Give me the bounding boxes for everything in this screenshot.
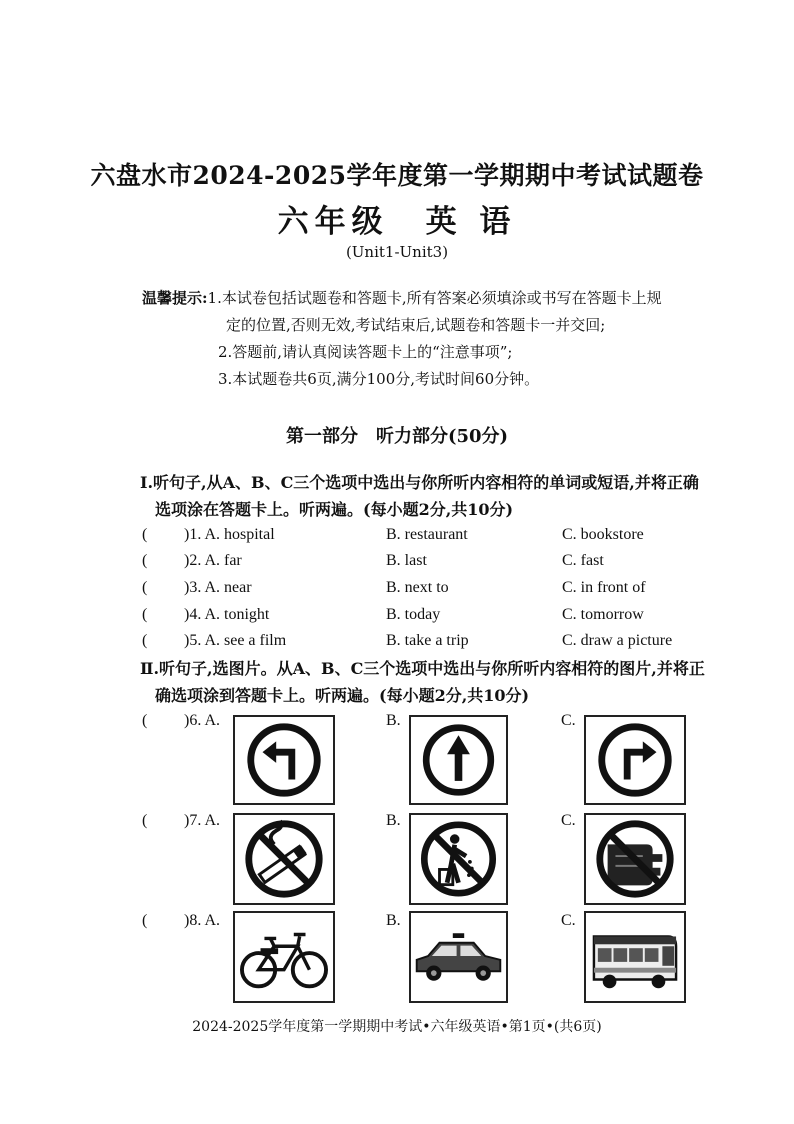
tip-line-2: 2.答题前,请认真阅读答题卡上的“注意事项”; [218, 343, 513, 361]
option-c-label: C. [561, 712, 576, 729]
option-c: C. draw a picture [562, 632, 673, 649]
section-1-line-1: Ⅰ.听句子,从A、B、C三个选项中选出与你所听内容相符的单词或短语,并将正确 [140, 473, 699, 492]
answer-paren[interactable]: ( [142, 912, 148, 929]
answer-paren[interactable]: ( [142, 526, 148, 543]
option-a: )4. A. tonight [184, 606, 270, 623]
option-c-label: C. [561, 912, 576, 929]
question-row [142, 632, 762, 656]
question-row [142, 606, 762, 630]
option-b-label: B. [386, 912, 401, 929]
tip-line-1b: 定的位置,否则无效,考试结束后,试题卷和答题卡一并交回; [226, 316, 606, 334]
option-b-label: B. [386, 812, 401, 829]
answer-paren[interactable]: ( [142, 606, 148, 623]
question-row [142, 526, 762, 550]
section-2-instructions [140, 655, 750, 709]
section-2-line-2: 确选项涂到答题卡上。听两遍。(每小题2分,共10分) [155, 686, 530, 705]
option-c: C. bookstore [562, 526, 644, 543]
bus-picture[interactable] [584, 911, 686, 1003]
option-a: )2. A. far [184, 552, 242, 569]
option-c: C. fast [562, 552, 604, 569]
no-littering-sign-icon[interactable] [409, 813, 508, 905]
section-2-line-1: Ⅱ.听句子,选图片。从A、B、C三个选项中选出与你所听内容相符的图片,并将正 [140, 659, 705, 678]
exam-units: (Unit1-Unit3) [345, 243, 449, 261]
option-c-label: C. [561, 812, 576, 829]
tips-label: 温馨提示: [142, 289, 208, 307]
tip-line-1: 1.本试卷包括试题卷和答题卡,所有答案必须填涂或书写在答题卡上规 [207, 289, 662, 307]
taxi-picture[interactable] [409, 911, 508, 1003]
option-a-label: )6. A. [184, 712, 220, 729]
section-1-instructions [140, 469, 750, 523]
turn-left-sign-icon[interactable] [233, 715, 335, 805]
question-row [142, 552, 762, 576]
option-a-label: )7. A. [184, 812, 220, 829]
answer-paren[interactable]: ( [142, 579, 148, 596]
exam-subtitle: 六年级 英 语 [277, 204, 517, 240]
option-b: B. last [386, 552, 427, 569]
option-b: B. today [386, 606, 441, 623]
bicycle-picture[interactable] [233, 911, 335, 1003]
option-a: )3. A. near [184, 579, 252, 596]
option-b-label: B. [386, 712, 401, 729]
answer-paren[interactable]: ( [142, 812, 148, 829]
option-a-label: )8. A. [184, 912, 220, 929]
section-1-line-2: 选项涂在答题卡上。听两遍。(每小题2分,共10分) [155, 500, 514, 519]
option-a: )1. A. hospital [184, 526, 275, 543]
no-smoking-sign-icon[interactable] [233, 813, 335, 905]
answer-paren[interactable]: ( [142, 552, 148, 569]
tip-line-3: 3.本试题卷共6页,满分100分,考试时间60分钟。 [218, 370, 540, 388]
page-footer: 2024-2025学年度第一学期期中考试•六年级英语•第1页•(共6页) [192, 1019, 602, 1035]
part-one-title: 第一部分 听力部分(50分) [285, 426, 509, 447]
option-c: C. tomorrow [562, 606, 644, 623]
answer-paren[interactable]: ( [142, 632, 148, 649]
option-a: )5. A. see a film [184, 632, 287, 649]
turn-right-sign-icon[interactable] [584, 715, 686, 805]
option-c: C. in front of [562, 579, 646, 596]
no-touching-sign-icon[interactable] [584, 813, 686, 905]
option-b: B. take a trip [386, 632, 469, 649]
go-straight-sign-icon[interactable] [409, 715, 508, 805]
option-b: B. next to [386, 579, 449, 596]
exam-title: 六盘水市2024-2025学年度第一学期期中考试试题卷 [90, 161, 704, 190]
question-row [142, 579, 762, 603]
option-b: B. restaurant [386, 526, 468, 543]
answer-paren[interactable]: ( [142, 712, 148, 729]
